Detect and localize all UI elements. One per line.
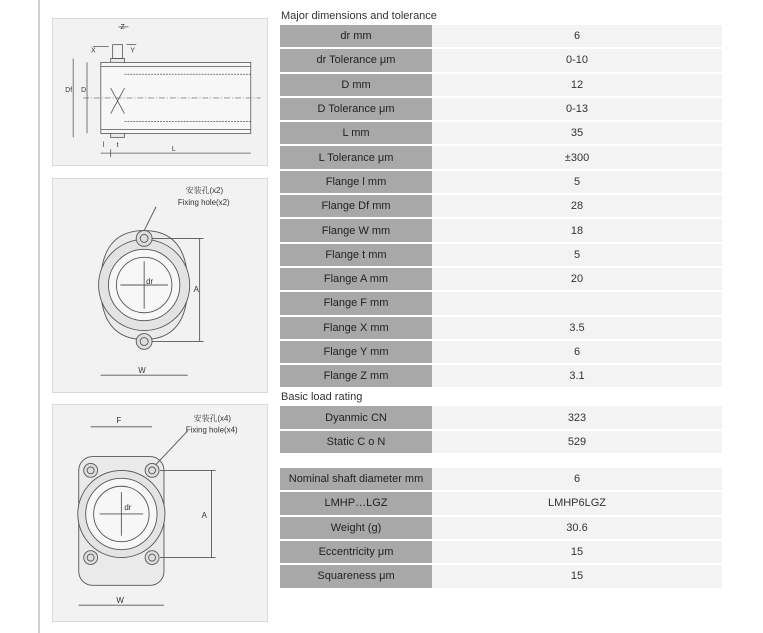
spec-value: 5 (432, 244, 722, 266)
spec-value: 3.5 (432, 317, 722, 339)
front-view-2hole-svg (53, 179, 267, 392)
spec-label: D Tolerance μm (280, 98, 432, 120)
spec-value: 3.1 (432, 365, 722, 387)
spec-value: ±300 (432, 146, 722, 168)
spec-row (280, 565, 722, 587)
spec-label: Flange F mm (280, 292, 432, 314)
dim-a-2-label: A (193, 284, 199, 294)
spec-label: Flange A mm (280, 268, 432, 290)
spec-value: 6 (432, 341, 722, 363)
spec-value: 18 (432, 219, 722, 241)
spec-row (280, 244, 722, 266)
other-specs-table (280, 466, 722, 589)
spec-label: dr mm (280, 25, 432, 47)
dr-2-label: dr (146, 277, 154, 287)
spec-label: L mm (280, 122, 432, 144)
spec-row (280, 219, 722, 241)
dim-a-4-label: A (201, 510, 207, 520)
spec-value: 30.6 (432, 517, 722, 539)
hole-4-en-label: Fixing hole(x4) (185, 425, 238, 435)
hole-4-cn-label: 安装孔(x4) (193, 413, 232, 423)
spec-row (280, 171, 722, 193)
dim-z-label: Z (120, 23, 125, 31)
spec-value: 35 (432, 122, 722, 144)
spec-label: Static C o N (280, 431, 432, 453)
spec-value: 0-13 (432, 98, 722, 120)
spec-label: Weight (g) (280, 517, 432, 539)
spec-row (280, 25, 722, 47)
spec-label: Eccentricity μm (280, 541, 432, 563)
spec-area (280, 8, 722, 590)
spec-value: LMHP6LGZ (432, 492, 722, 514)
spec-value: 15 (432, 565, 722, 587)
spec-row (280, 74, 722, 96)
spec-label: Nominal shaft diameter mm (280, 468, 432, 490)
spec-label: Flange Df mm (280, 195, 432, 217)
dim-w-4-label: W (116, 596, 124, 606)
spec-label: Flange t mm (280, 244, 432, 266)
dim-l-label: L (171, 146, 176, 154)
spec-row (280, 406, 722, 428)
front-view-2hole-drawing (52, 178, 268, 393)
spec-value: 5 (432, 171, 722, 193)
spec-label: Flange W mm (280, 219, 432, 241)
spec-row (280, 517, 722, 539)
spec-label: Flange Y mm (280, 341, 432, 363)
spec-value: 6 (432, 468, 722, 490)
major-dimensions-title: Major dimensions and tolerance (281, 10, 437, 22)
spec-label: Squareness μm (280, 565, 432, 587)
spec-label: Dyanmic CN (280, 406, 432, 428)
spec-value: 6 (432, 25, 722, 47)
dim-w-2-label: W (138, 366, 146, 376)
spec-row (280, 492, 722, 514)
spec-row (280, 146, 722, 168)
dr-4-label: dr (124, 503, 132, 513)
spec-label: Flange X mm (280, 317, 432, 339)
spec-row (280, 365, 722, 387)
side-view-drawing (52, 18, 268, 166)
spec-value: 323 (432, 406, 722, 428)
spec-row (280, 49, 722, 71)
basic-load-title: Basic load rating (281, 391, 363, 404)
hole-2-cn-label: 安装孔(x2) (185, 185, 224, 195)
dim-df-label: Df (65, 87, 73, 94)
spec-label: LMHP…LGZ (280, 492, 432, 514)
spec-row (280, 317, 722, 339)
spec-row (280, 292, 722, 314)
side-view-svg (53, 19, 267, 165)
spec-row (280, 468, 722, 490)
dim-d-label: D (81, 87, 87, 94)
front-view-4hole-svg (53, 405, 267, 621)
spec-row (280, 122, 722, 144)
spec-row (280, 341, 722, 363)
major-dimensions-table (280, 23, 722, 389)
spec-label: Flange Z mm (280, 365, 432, 387)
spec-label: L Tolerance μm (280, 146, 432, 168)
front-view-4hole-drawing (52, 404, 268, 622)
spec-value: 12 (432, 74, 722, 96)
dim-t-label: t (116, 142, 119, 150)
dim-l-small-label: l (102, 142, 105, 150)
spec-value: 20 (432, 268, 722, 290)
spec-value (432, 292, 722, 314)
spec-row (280, 268, 722, 290)
spec-value: 15 (432, 541, 722, 563)
spec-value: 28 (432, 195, 722, 217)
spec-row (280, 541, 722, 563)
spec-value: 0-10 (432, 49, 722, 71)
spec-label: D mm (280, 74, 432, 96)
spec-label: Flange l mm (280, 171, 432, 193)
dim-y-label: Y (130, 47, 136, 55)
spec-row (280, 431, 722, 453)
spec-row (280, 98, 722, 120)
page-left-edge (38, 0, 40, 633)
basic-load-table (280, 404, 722, 455)
spec-label: dr Tolerance μm (280, 49, 432, 71)
spec-value: 529 (432, 431, 722, 453)
spec-row (280, 195, 722, 217)
dim-x-label: X (90, 47, 96, 55)
dim-f-label: F (116, 415, 122, 425)
hole-2-en-label: Fixing hole(x2) (177, 197, 230, 207)
